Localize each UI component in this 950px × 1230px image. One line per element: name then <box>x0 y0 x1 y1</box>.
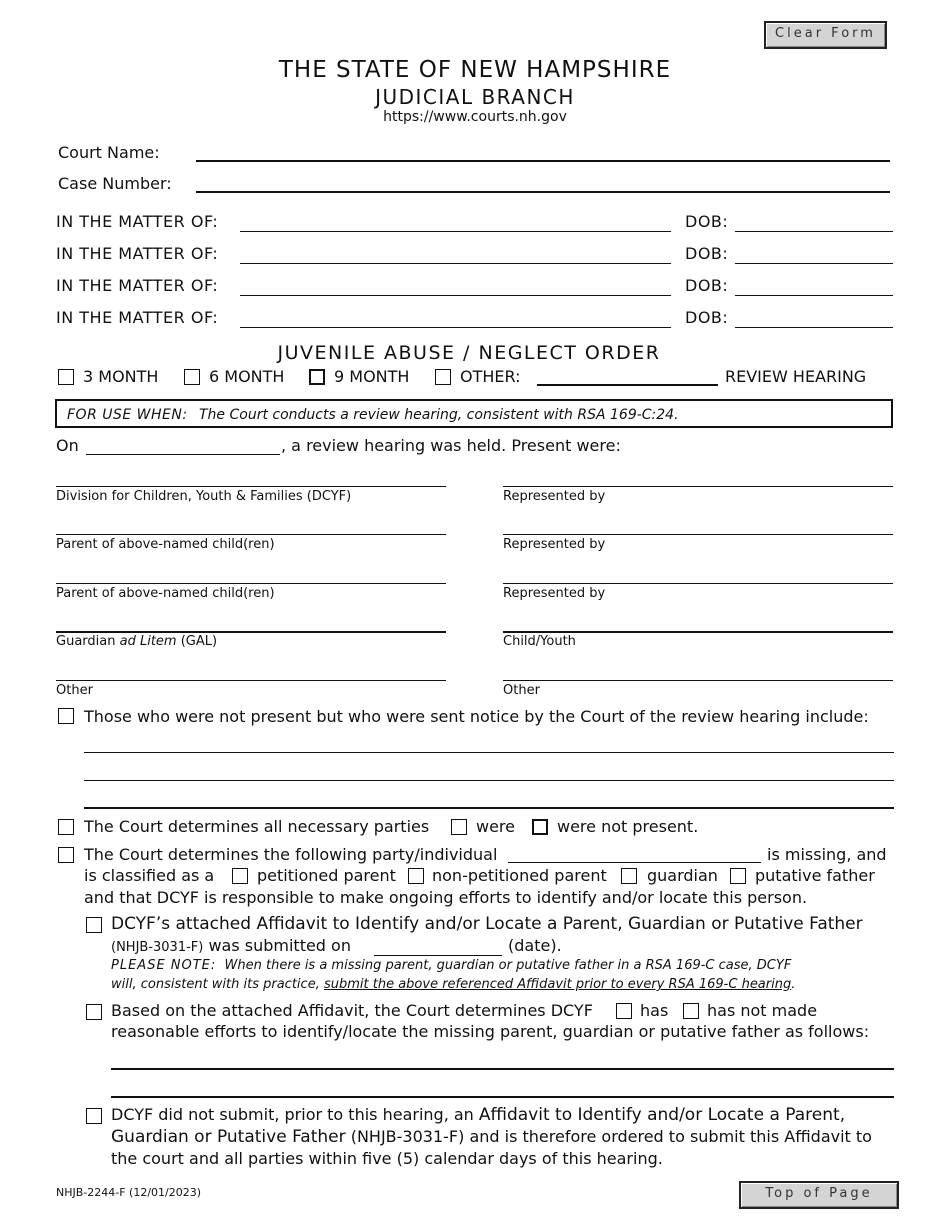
nine-month-label: 9 MONTH <box>334 367 410 386</box>
form-title: JUVENILE ABUSE / NEGLECT ORDER <box>277 342 661 364</box>
matter-name-field[interactable] <box>240 231 671 232</box>
parent-label: Parent of above-named child(ren) <box>56 586 275 601</box>
six-month-label: 6 MONTH <box>209 367 285 386</box>
not-present-line[interactable] <box>84 807 894 809</box>
dob-field[interactable] <box>735 231 893 232</box>
court-name-label: Court Name: <box>58 143 160 162</box>
affidavit-pre: DCYF’s attached <box>111 914 252 934</box>
hearing-held-text: , a review hearing was held. Present were: <box>281 436 621 455</box>
branch-title: JUDICIAL BRANCH <box>375 85 575 109</box>
for-use-text: The Court conducts a review hearing, consistent with RSA 169-C:24. <box>199 407 679 423</box>
affidavit-title: Affidavit to Identify and/or Locate a Parent, Guardian or Putative Father <box>256 914 863 934</box>
six-month-checkbox[interactable] <box>184 369 200 385</box>
did-not-submit-checkbox[interactable] <box>86 1108 102 1124</box>
please-note-label: PLEASE NOTE: <box>111 958 217 973</box>
based-on-line1: Based on the attached Affidavit, the Court determines DCYF <box>111 1001 593 1020</box>
necessary-parties-text: The Court determines all necessary parties <box>84 817 430 836</box>
dcyf-field[interactable] <box>56 486 446 487</box>
matter-name-field[interactable] <box>240 263 671 264</box>
dob-label: DOB: <box>685 212 729 231</box>
missing-line3: and that DCYF is responsible to make ongoing efforts to identify and/or locate this person. <box>84 888 808 907</box>
represented-by-label: Represented by <box>503 586 606 601</box>
affidavit-form-no: (NHJB-3031-F) <box>111 940 204 955</box>
three-month-label: 3 MONTH <box>83 367 159 386</box>
did-not-line2-post: (NHJB-3031-F) and is therefore ordered to submit this Affidavit to <box>350 1127 872 1146</box>
did-not-line3: the court and all parties within five (5) calendar days of this hearing. <box>111 1149 663 1168</box>
dob-label: DOB: <box>685 308 729 327</box>
dob-field[interactable] <box>735 295 893 296</box>
dob-field[interactable] <box>735 263 893 264</box>
please-note <box>111 958 791 973</box>
matter-label: IN THE MATTER OF: <box>56 308 219 327</box>
missing-line1: The Court determines the following party/individual <box>84 845 498 864</box>
other-party-field[interactable] <box>56 680 446 681</box>
hearing-date-field[interactable] <box>86 454 280 455</box>
putative-father-label: putative father <box>755 866 875 885</box>
did-not-line1 <box>111 1105 845 1125</box>
has-checkbox[interactable] <box>616 1003 632 1019</box>
missing-line1-post: is missing, and <box>767 845 887 864</box>
affidavit-line2 <box>111 936 351 955</box>
please-note-line2-pre: will, consistent with its practice, <box>111 977 320 992</box>
matter-name-field[interactable] <box>240 295 671 296</box>
did-not-title2: Guardian or Putative Father <box>111 1127 346 1147</box>
gal-label <box>56 634 217 649</box>
state-title: THE STATE OF NEW HAMPSHIRE <box>278 57 672 83</box>
child-label: Child/Youth <box>503 634 576 649</box>
for-use-label: FOR USE WHEN: <box>67 407 188 423</box>
not-present-checkbox[interactable] <box>58 708 74 724</box>
petitioned-parent-label: petitioned parent <box>257 866 396 885</box>
not-present-text: Those who were not present but who were sent notice by the Court of the review hearing include: <box>84 707 869 726</box>
represented-by-field[interactable] <box>503 486 893 487</box>
represented-by-label: Represented by <box>503 489 606 504</box>
classified-as-text: is classified as a <box>84 866 215 885</box>
top-of-page-button[interactable]: Top of Page <box>739 1181 899 1209</box>
three-month-checkbox[interactable] <box>58 369 74 385</box>
dcyf-label: Division for Children, Youth & Families (DCYF) <box>56 489 352 504</box>
other-review-field[interactable] <box>537 384 718 386</box>
other-party-label: Other <box>56 683 93 698</box>
please-note-line2-underlined: submit the above referenced Affidavit prior to every RSA 169-C hearing <box>323 977 792 992</box>
were-checkbox[interactable] <box>451 819 467 835</box>
court-name-field[interactable] <box>196 160 890 162</box>
case-number-label: Case Number: <box>58 174 172 193</box>
missing-party-field[interactable] <box>508 862 761 863</box>
necessary-parties-checkbox[interactable] <box>58 819 74 835</box>
review-hearing-label: REVIEW HEARING <box>725 367 867 386</box>
parent-label: Parent of above-named child(ren) <box>56 537 275 552</box>
parent-field[interactable] <box>56 583 446 584</box>
were-label: were <box>476 817 515 836</box>
affidavit-date-field[interactable] <box>374 955 502 956</box>
gal-label-pre: Guardian <box>56 634 116 649</box>
affidavit-date-label: (date). <box>508 936 562 955</box>
has-not-checkbox[interactable] <box>683 1003 699 1019</box>
non-petitioned-parent-checkbox[interactable] <box>408 868 424 884</box>
for-use-box <box>55 399 893 428</box>
matter-label: IN THE MATTER OF: <box>56 212 219 231</box>
based-on-line2: reasonable efforts to identify/locate the missing parent, guardian or putative father as follows: <box>111 1022 870 1041</box>
affidavit-line1 <box>111 914 863 934</box>
did-not-pre: DCYF did not submit, prior to this hearing, an <box>111 1105 474 1124</box>
gal-field[interactable] <box>56 631 446 633</box>
court-url: https://www.courts.nh.gov <box>383 109 567 125</box>
other-review-checkbox[interactable] <box>435 369 451 385</box>
matter-name-field[interactable] <box>240 327 671 328</box>
non-petitioned-parent-label: non-petitioned parent <box>432 866 607 885</box>
did-not-title1: Affidavit to Identify and/or Locate a Parent, <box>478 1105 846 1125</box>
dob-label: DOB: <box>685 276 729 295</box>
parent-field[interactable] <box>56 534 446 535</box>
gal-label-italic: ad Litem <box>119 634 177 649</box>
affidavit-submitted-checkbox[interactable] <box>86 917 102 933</box>
please-note-line2: will, consistent with its practice, submit the above referenced Affidavit prior to every RSA 169-C hearing. <box>111 977 796 992</box>
clear-form-button[interactable]: Clear Form <box>764 21 887 49</box>
putative-father-checkbox[interactable] <box>730 868 746 884</box>
were-not-checkbox[interactable] <box>532 819 548 835</box>
guardian-checkbox[interactable] <box>621 868 637 884</box>
based-on-checkbox[interactable] <box>86 1004 102 1020</box>
please-note-text: When there is a missing parent, guardian or putative father in a RSA 169-C case, DCYF <box>224 958 792 973</box>
did-not-line2 <box>111 1127 872 1147</box>
affidavit-submitted-text: was submitted on <box>208 936 351 955</box>
on-label: On <box>56 436 79 455</box>
efforts-line[interactable] <box>111 1068 894 1070</box>
not-present-line[interactable] <box>84 752 894 753</box>
guardian-label: guardian <box>647 866 718 885</box>
other-review-label: OTHER: <box>460 367 521 386</box>
has-not-label: has not made <box>707 1001 818 1020</box>
case-number-field[interactable] <box>196 191 890 193</box>
other-party-field[interactable] <box>503 680 893 681</box>
matter-label: IN THE MATTER OF: <box>56 276 219 295</box>
missing-party-checkbox[interactable] <box>58 847 74 863</box>
nine-month-checkbox[interactable] <box>309 369 325 385</box>
form-id: NHJB-2244-F (12/01/2023) <box>56 1186 202 1199</box>
efforts-line[interactable] <box>111 1096 894 1098</box>
petitioned-parent-checkbox[interactable] <box>232 868 248 884</box>
dob-label: DOB: <box>685 244 729 263</box>
child-field[interactable] <box>503 631 893 633</box>
represented-by-label: Represented by <box>503 537 606 552</box>
were-not-label: were not present. <box>557 817 699 836</box>
not-present-line[interactable] <box>84 780 894 781</box>
other-party-label: Other <box>503 683 540 698</box>
gal-label-post: (GAL) <box>180 634 218 649</box>
represented-by-field[interactable] <box>503 534 893 535</box>
dob-field[interactable] <box>735 327 893 328</box>
has-label: has <box>640 1001 669 1020</box>
matter-label: IN THE MATTER OF: <box>56 244 219 263</box>
represented-by-field[interactable] <box>503 583 893 584</box>
